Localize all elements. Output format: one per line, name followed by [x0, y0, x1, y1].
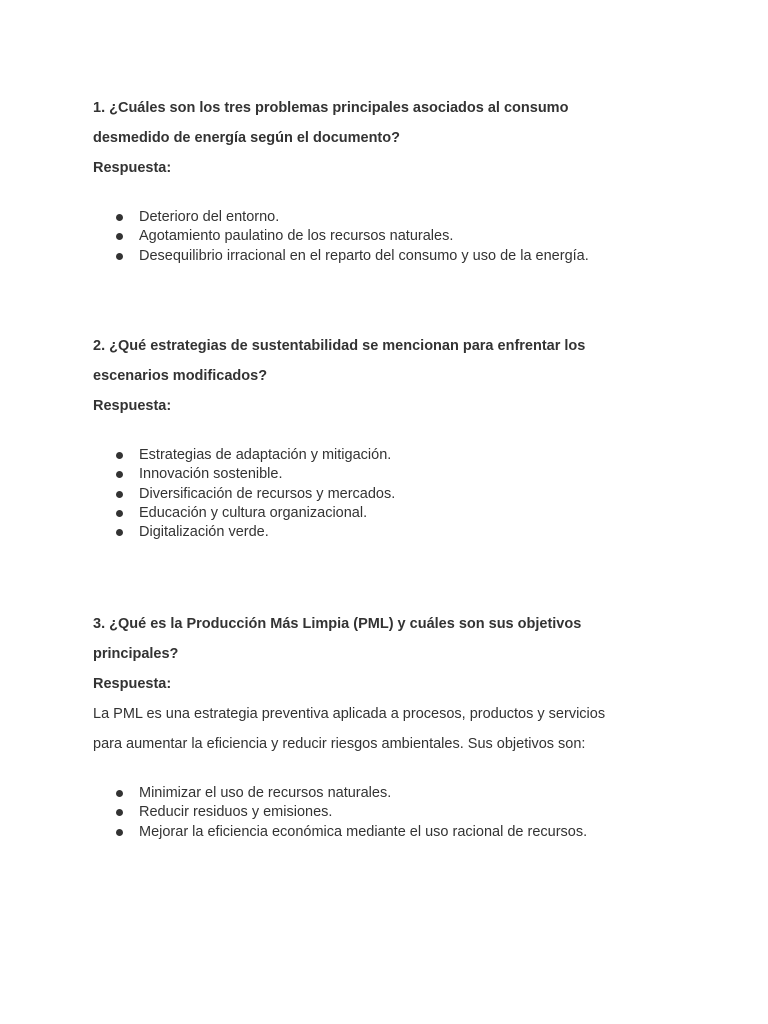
bullet-icon [116, 809, 123, 816]
list-item-text: Estrategias de adaptación y mitigación. [139, 447, 392, 463]
list-item [93, 485, 693, 504]
question-title-line-1: 2. ¿Qué estrategias de sustentabilidad se mencionan para enfrentar los [93, 338, 586, 354]
list-item [93, 208, 693, 227]
bullet-icon [116, 233, 123, 240]
bullet-icon [116, 253, 123, 260]
question-1 [93, 93, 693, 266]
question-title-line-2: desmedido de energía según el documento? [93, 130, 400, 146]
bullet-icon [116, 452, 123, 459]
list-item-text: Innovación sostenible. [139, 466, 283, 483]
list-item-text: Mejorar la eficiencia económica mediante el uso racional de recursos. [139, 823, 588, 840]
list-item-text: Educación y cultura organizacional. [139, 504, 368, 521]
list-item [93, 227, 693, 246]
bullet-icon [116, 471, 123, 478]
list-item-text: Digitalización verde. [139, 524, 269, 541]
question-title [93, 331, 693, 391]
answer-bullet-list [93, 208, 693, 266]
answer-bullet-list [93, 446, 693, 542]
bullet-icon [116, 491, 123, 498]
list-item [93, 465, 693, 484]
list-item [93, 784, 693, 803]
answer-label: Respuesta: [93, 676, 172, 692]
list-item-text: Reducir residuos y emisiones. [139, 804, 333, 821]
bullet-icon [116, 829, 123, 836]
list-item [93, 504, 693, 523]
question-3 [93, 609, 693, 842]
list-item-text: Minimizar el uso de recursos naturales. [139, 785, 392, 801]
question-title-line-1: 3. ¿Qué es la Producción Más Limpia (PML) y cuáles son sus objetivos [93, 616, 582, 632]
bullet-icon [116, 510, 123, 517]
answer-paragraph-line-1: La PML es una estrategia preventiva aplicada a procesos, productos y servicios [93, 706, 606, 722]
answer-bullet-list [93, 784, 693, 842]
list-item [93, 823, 693, 842]
question-title-line-2: principales? [93, 646, 179, 662]
list-item-text: Deterioro del entorno. [139, 209, 280, 225]
list-item-text: Agotamiento paulatino de los recursos naturales. [139, 228, 454, 245]
answer-paragraph-line-2: para aumentar la eficiencia y reducir riesgos ambientales. Sus objetivos son: [93, 736, 586, 752]
question-title-line-1: 1. ¿Cuáles son los tres problemas principales asociados al consumo [93, 100, 569, 116]
question-title [93, 93, 693, 153]
question-title [93, 609, 693, 669]
question-2 [93, 331, 693, 542]
question-title-line-2: escenarios modificados? [93, 368, 268, 384]
bullet-icon [116, 790, 123, 797]
answer-label: Respuesta: [93, 398, 172, 414]
bullet-icon [116, 214, 123, 221]
list-item [93, 446, 693, 465]
list-item [93, 247, 693, 266]
list-item-text: Desequilibrio irracional en el reparto del consumo y uso de la energía. [139, 247, 589, 264]
list-item [93, 523, 693, 542]
answer-label: Respuesta: [93, 160, 172, 176]
bullet-icon [116, 529, 123, 536]
list-item [93, 803, 693, 822]
answer-paragraph [93, 699, 693, 759]
list-item-text: Diversificación de recursos y mercados. [139, 485, 396, 502]
